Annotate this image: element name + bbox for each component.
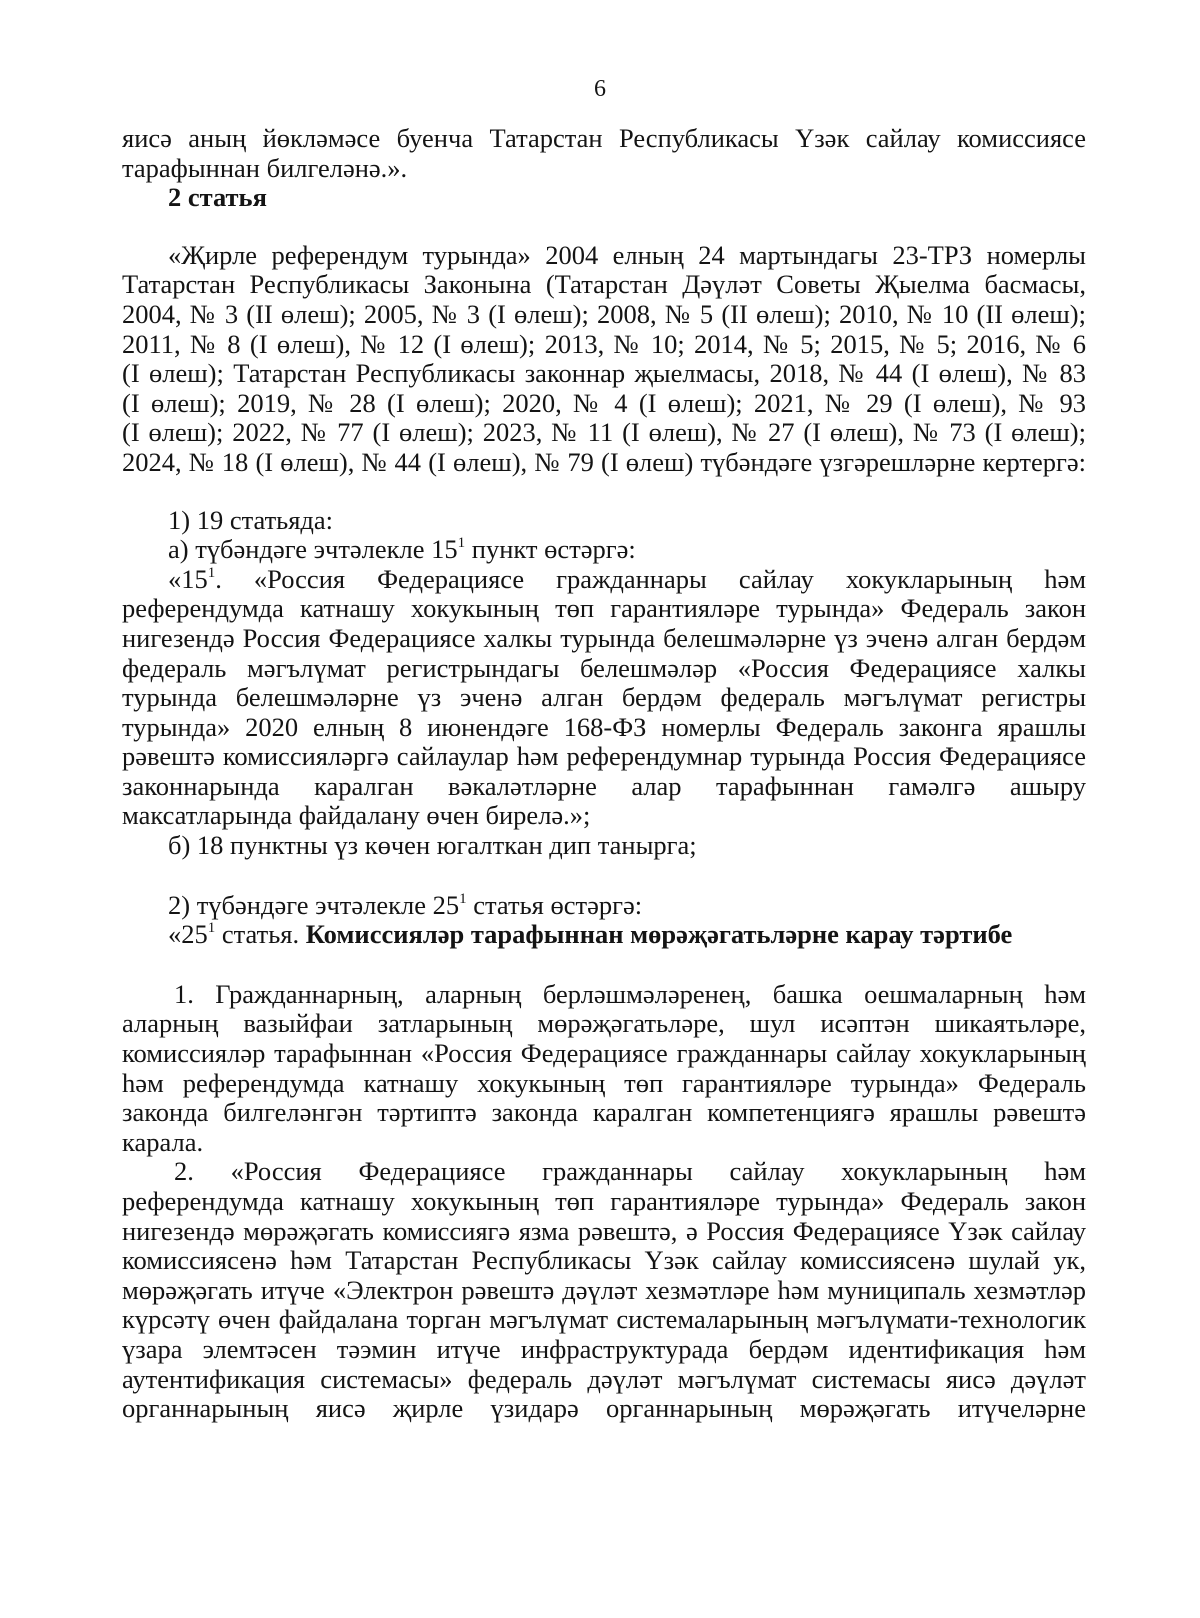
text-line: «Җирле референдум турында» 2004 елның 24 мартындагы 23-ТРЗ номерлы (168, 239, 1086, 270)
text-line: һәм референдумда катнашу хокукының төп гарантияләре турында» Федераль (122, 1067, 1086, 1098)
article-heading: 2 статья (168, 182, 267, 213)
text-line: карала. (122, 1126, 204, 1157)
item-1-title: 1) 19 статьяда: (168, 504, 334, 535)
text-line: аутентификация системасы» федераль дәүләт мәгълүмат системасы яисә дәүләт (122, 1363, 1086, 1394)
intro-paragraph (122, 124, 1086, 183)
text-line: (I өлеш); 2022, № 77 (I өлеш); 2023, № 11 (I өлеш), № 27 (I өлеш), № 73 (I өлеш); (122, 417, 1086, 448)
text-line: 2011, № 8 (I өлеш), № 12 (I өлеш); 2013, № 10; 2014, № 5; 2015, № 5; 2016, № 6 (122, 328, 1086, 359)
text-line: 2004, № 3 (II өлеш); 2005, № 3 (I өлеш); 2008, № 5 (II өлеш); 2010, № 10 (II өлеш); (122, 298, 1086, 329)
text-line: референдумда катнашу хокукының төп гарантияләре турында» Федераль закон (122, 1186, 1086, 1216)
quote-line: законнарында каралган вәкаләтләрне алар тарафыннан гамәлгә ашыру (122, 770, 1086, 801)
quote-line: турында белешмәләрне үз эченә алган бердәм федераль мәгълүмат регистры (122, 682, 1086, 713)
item-2 (122, 891, 1086, 950)
text-line: күрсәтү өчен файдалана торган мәгълүмат системаларының мәгълүмати-технологик (122, 1304, 1086, 1335)
text-line: нигезендә мөрәҗәгать комиссиягә язма рәвештә, ә Россия Федерациясе Үзәк сайлау (122, 1215, 1086, 1246)
text-line: яисә аның йөкләмәсе буенча Татарстан Республикасы Үзәк сайлау комиссиясе (122, 123, 1086, 153)
text-line: комиссиясенә һәм Татарстан Республикасы Үзәк сайлау комиссиясенә шулай ук, (122, 1245, 1086, 1276)
page-number: 6 (594, 76, 606, 102)
item-1-a: а) түбәндәге эчтәлекле $15^1$ пункт өстәргә: (168, 534, 636, 565)
text-line: мөрәҗәгать итүче «Электрон рәвештә дәүләт хезмәтләре һәм муниципаль хезмәтләр (122, 1274, 1086, 1305)
text-line: (I өлеш); Татарстан Республикасы законнар җыелмасы, 2018, № 44 (I өлеш), № 83 (122, 358, 1086, 389)
text-line: законда билгеләнгән тәртиптә законда каралган компетенциягә ярашлы рәвештә (122, 1097, 1086, 1128)
law-paragraph (122, 241, 1086, 478)
point-1 (122, 980, 1086, 1158)
item-2-title: 2) түбәндәге эчтәлекле $25^1$ статья өстәргә: (168, 889, 643, 920)
item-1 (122, 506, 1086, 861)
quote-line: рәвештә комиссияләргә сайлаулар һәм референдумнар турында Россия Федерациясе (122, 741, 1086, 772)
text-line: органнарының яисә җирле үзидарә органнарының мөрәҗәгать итүчеләрне (122, 1393, 1086, 1424)
text-line: (I өлеш); 2019, № 28 (I өлеш); 2020, № 4 (I өлеш); 2021, № 29 (I өлеш), № 93 (122, 387, 1086, 418)
point-2 (122, 1157, 1086, 1423)
text-line: аларның вазыйфаи затларының мөрәҗәгатьләре, шул исәптән шикаятьләре, (122, 1008, 1086, 1039)
document-body (122, 124, 1086, 1424)
text-line: үзара элемтәсен тәэмин итүче инфраструктурада бердәм идентификация һәм (122, 1333, 1086, 1364)
quote-line: турында» 2020 елның 8 июнендәге 168-ФЗ номерлы Федераль законга ярашлы (122, 711, 1086, 742)
item-1-b: б) 18 пунктны үз көчен югалткан дип танырга; (168, 830, 697, 861)
text-line: комиссияләр тарафыннан «Россия Федерациясе гражданнары сайлау хокукларының (122, 1038, 1086, 1069)
text-line: 2. «Россия Федерациясе гражданнары сайлау хокукларының һәм (174, 1156, 1086, 1187)
text-line: 1. Гражданнарның, аларның берләшмәләренең, башка оешмаларның һәм (174, 978, 1086, 1009)
article-25-1-heading: «$25^1$ статья. Комиссияләр тарафыннан мөрәҗәгатьләрне карау тәртибе (168, 919, 1013, 950)
quote-line: «$15^1$. «Россия Федерациясе гражданнары сайлау хокукларының һәм (168, 563, 1086, 594)
quote-line: нигезендә Россия Федерациясе халкы турында белешмәләрне үз эченә алган бердәм (122, 622, 1086, 653)
quote-line: максатларында файдалану өчен бирелә.»; (122, 800, 591, 831)
quote-line: референдумда катнашу хокукының төп гарантияләре турында» Федераль закон (122, 593, 1086, 624)
quote-line: федераль мәгълүмат регистрындагы белешмәләр «Россия Федерациясе халкы (122, 652, 1086, 683)
text-line: 2024, № 18 (I өлеш), № 44 (I өлеш), № 79 (I өлеш) түбәндәге үзгәрешләрне кертергә: (122, 446, 1086, 477)
text-line: Татарстан Республикасы Законына (Татарстан Дәүләт Советы Җыелма басмасы, (122, 269, 1086, 300)
text-line: тарафыннан билгеләнә.». (122, 152, 408, 183)
